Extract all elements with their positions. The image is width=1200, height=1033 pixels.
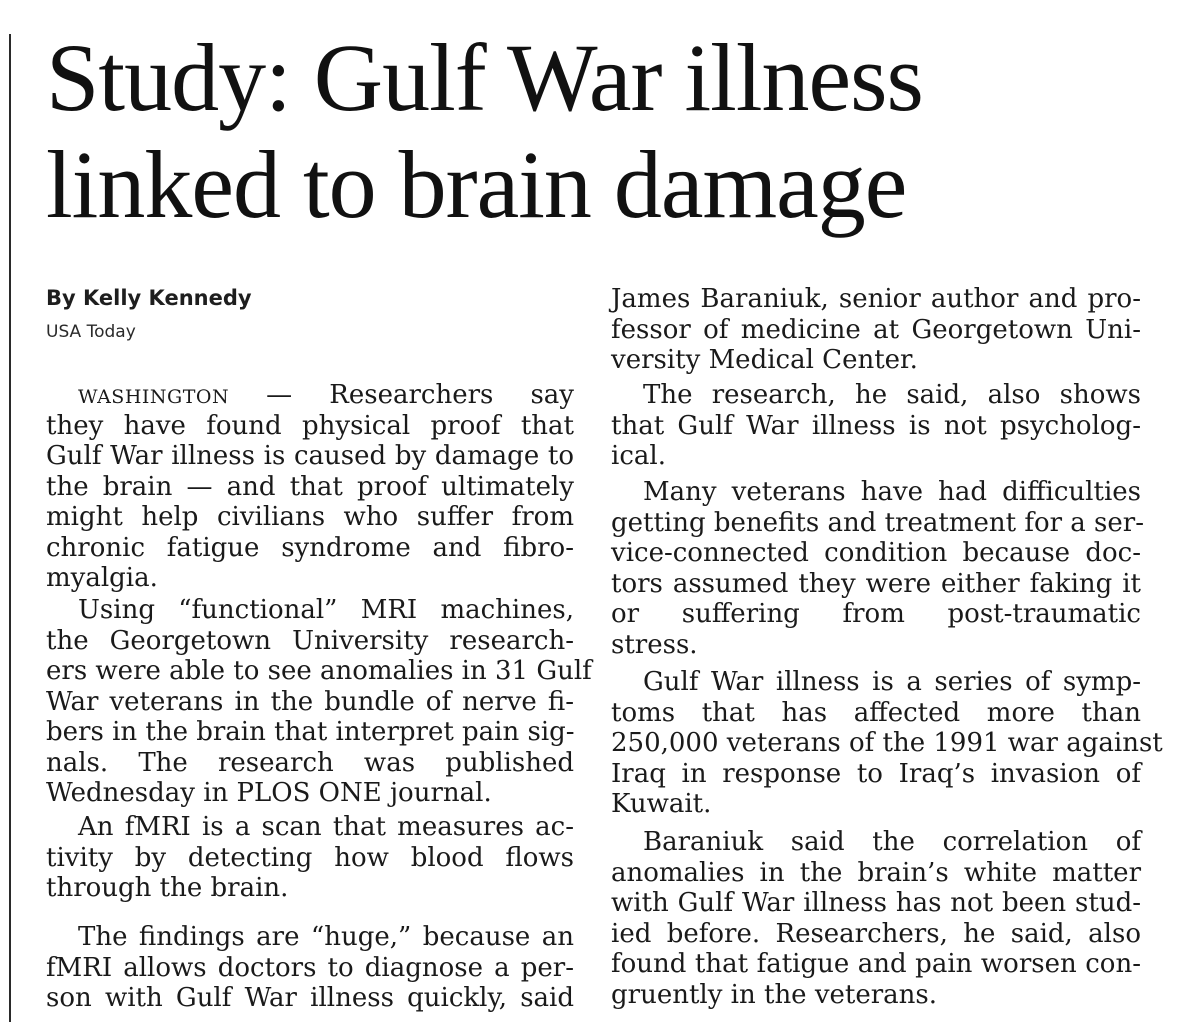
paragraph-line: WASHINGTON — Researchers say bbox=[78, 380, 574, 410]
paragraph-line: Iraq in response to Iraq’s invasion of bbox=[611, 758, 1141, 789]
paragraph-line: Wednesday in PLOS ONE journal. bbox=[46, 778, 492, 808]
paragraph-line: Kuwait. bbox=[611, 789, 712, 819]
paragraph-line: vice-connected condition because doc- bbox=[611, 538, 1141, 568]
paragraph-line: Many veterans have had difficulties bbox=[643, 477, 1141, 507]
paragraph-line: through the brain. bbox=[46, 873, 289, 903]
paragraph-6 bbox=[611, 380, 1141, 472]
paragraph-line: Using “functional” MRI machines, bbox=[78, 595, 574, 625]
paragraph-1 bbox=[46, 380, 574, 594]
byline-author: By Kelly Kennedy bbox=[46, 286, 252, 310]
paragraph-line: might help civilians who suffer from bbox=[46, 502, 574, 532]
paragraph-line: James Baraniuk, senior author and pro- bbox=[611, 284, 1141, 314]
paragraph-line: getting benefits and treatment for a ser- bbox=[611, 507, 1144, 538]
paragraph-line: with Gulf War illness has not been stud- bbox=[611, 888, 1141, 918]
paragraph-line: that Gulf War illness is not psycholog- bbox=[611, 410, 1141, 441]
paragraph-5 bbox=[611, 284, 1141, 376]
paragraph-line: the Georgetown University research- bbox=[46, 625, 574, 656]
dateline: WASHINGTON bbox=[78, 386, 230, 408]
paragraph-line: Gulf War illness is a series of symp- bbox=[643, 667, 1141, 697]
paragraph-line: found that fatigue and pain worsen con- bbox=[611, 949, 1141, 979]
paragraph-line: toms that has affected more than bbox=[611, 697, 1141, 728]
paragraph-7 bbox=[611, 477, 1144, 660]
paragraph-line: Baraniuk said the correlation of bbox=[643, 827, 1141, 857]
paragraph-line: bers in the brain that interpret pain sig- bbox=[46, 717, 575, 747]
headline-line-1: Study: Gulf War illness bbox=[46, 24, 923, 131]
paragraph-line: nals. The research was published bbox=[46, 747, 574, 778]
paragraph-3 bbox=[46, 812, 574, 904]
column-rule bbox=[9, 34, 11, 1022]
paragraph-line: 250,000 veterans of the 1991 war against bbox=[611, 728, 1163, 758]
paragraph-line: myalgia. bbox=[46, 563, 158, 593]
paragraph-line: An fMRI is a scan that measures ac- bbox=[78, 812, 574, 842]
paragraph-9 bbox=[611, 827, 1141, 1010]
paragraph-line: or suffering from post-traumatic bbox=[611, 599, 1141, 629]
paragraph-8 bbox=[611, 667, 1163, 820]
paragraph-line: tivity by detecting how blood flows bbox=[46, 842, 574, 873]
paragraph-line: The research, he said, also shows bbox=[643, 380, 1141, 410]
byline-affiliation: USA Today bbox=[46, 322, 136, 342]
paragraph-line: ers were able to see anomalies in 31 Gulf bbox=[46, 656, 592, 686]
paragraph-line: fessor of medicine at Georgetown Uni- bbox=[611, 314, 1141, 345]
paragraph-line: The findings are “huge,” because an bbox=[78, 922, 574, 952]
paragraph-line: tors assumed they were either faking it bbox=[611, 568, 1141, 599]
article-headline bbox=[46, 24, 1186, 238]
paragraph-line: chronic fatigue syndrome and fibro- bbox=[46, 532, 574, 563]
paragraph-line: fMRI allows doctors to diagnose a per- bbox=[46, 952, 574, 983]
headline-line-2: linked to brain damage bbox=[46, 131, 907, 238]
paragraph-line: ical. bbox=[611, 441, 666, 471]
paragraph-line: ied before. Researchers, he said, also bbox=[611, 918, 1141, 949]
paragraph-2 bbox=[46, 595, 592, 809]
paragraph-line: stress. bbox=[611, 629, 698, 660]
paragraph-line: War veterans in the bundle of nerve fi- bbox=[46, 686, 574, 717]
paragraph-line: anomalies in the brain’s white matter bbox=[611, 857, 1141, 888]
paragraph-line: the brain — and that proof ultimately bbox=[46, 471, 574, 502]
paragraph-4 bbox=[46, 922, 574, 1014]
paragraph-line: Gulf War illness is caused by damage to bbox=[46, 441, 574, 471]
paragraph-line: son with Gulf War illness quickly, said bbox=[46, 983, 574, 1013]
paragraph-line: versity Medical Center. bbox=[611, 345, 918, 375]
paragraph-line: they have found physical proof that bbox=[46, 410, 574, 441]
paragraph-line: gruently in the veterans. bbox=[611, 979, 938, 1010]
